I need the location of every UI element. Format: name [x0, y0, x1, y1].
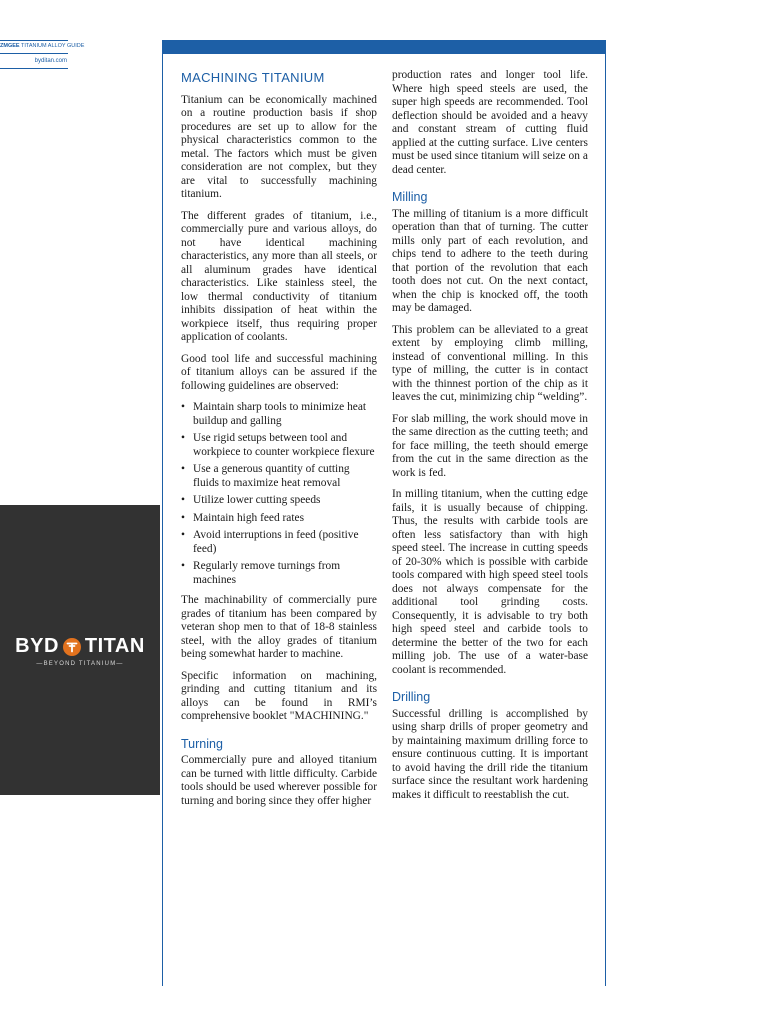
milling-paragraph: This problem can be alleviated to a great extent by employing climb milling, instead of conventional milling. In this type of milling, the cutter is in contact with the thinnest portion of the chip as it leaves the cut, minimizing chip “welding”. — [392, 323, 588, 403]
guideline-list — [181, 401, 377, 587]
logo-tagline: —BEYOND TITANIUM— — [36, 661, 124, 667]
article-column-left — [181, 68, 377, 816]
closing-paragraph: The machinability of commercially pure grades of titanium has been compared by veteran shop men to that of 18-8 stainless steel, with the alloy grades of titanium being somewhat harder to machine. — [181, 594, 377, 660]
turning-heading: Turning — [181, 736, 223, 751]
logo-panel — [0, 505, 160, 795]
milling-paragraph: In milling titanium, when the cutting edge fails, it is usually because of chipping. Thus, the results with carbide tools are often less satisfactory than with high speed steel. The increase in cutting speeds of 20-30% which is possible with carbide tools compared with high speed steel tools does not always compensate for the additional tool grinding costs. Consequently, it is advisable to try both high speed steel and carbide tools to determine the better of the two for each milling job. The use of a water-base coolant is recommended. — [392, 488, 588, 676]
intro-paragraph: Good tool life and successful machining of titanium alloys can be assured if the following guidelines are observed: — [181, 352, 377, 392]
milling-heading: Milling — [392, 190, 428, 204]
milling-paragraph: For slab milling, the work should move in the same direction as the cutting teeth; and for face milling, the teeth should emerge from the cut in the same direction as the work is fed. — [392, 412, 588, 479]
intro-paragraph: Titanium can be economically machined on a routine production basis if shop procedures are set up to allow for the physical characteristics common to the metal. The factors which must be given consideration are not complex, but they are vital to successfully machining titanium. — [181, 93, 377, 200]
list-item: • Maintain high feed rates — [181, 512, 377, 526]
list-item: • Maintain sharp tools to minimize heat buildup and galling — [181, 401, 377, 428]
turning-paragraph: Commercially pure and alloyed titanium can be turned with little difficulty. Carbide tools should be used wherever possible for turning and boring since they offer higher — [181, 754, 377, 807]
logo-text-left: BYD — [15, 635, 59, 657]
page-right-rule — [605, 40, 606, 986]
page-left-rule — [162, 40, 163, 986]
intro-paragraph: The different grades of titanium, i.e., commercially pure and various alloys, do not have identical machining characteristics, any more than all steels, or all aluminum grades have identical characteristics. Like stainless steel, the low thermal conductivity of titanium inhibits dissipation of heat within the workpiece itself, thus requiring proper application of coolants. — [181, 209, 377, 343]
article-column-right — [392, 69, 588, 810]
list-item: • Utilize lower cutting speeds — [181, 494, 377, 508]
brand-logo — [0, 635, 160, 667]
list-item: • Use a generous quantity of cutting fluids to maximize heat removal — [181, 463, 377, 490]
milling-paragraph: The milling of titanium is a more difficult operation than that of turning. The cutter mills only part of each revolution, and chips tend to adhere to the teeth during that portion of the revolution that each tooth does not cut. On the next contact, when the chip is knocked off, the tooth may be damaged. — [392, 207, 588, 314]
closing-paragraph: Specific information on machining, grinding and cutting titanium and its alloys can be found in RMI’s comprehensive booklet "MACHINING." — [181, 669, 377, 722]
series-label — [0, 41, 85, 53]
series-name: TITANIUM ALLOY GUIDE — [19, 43, 85, 49]
drilling-heading: Drilling — [392, 690, 431, 704]
series-code: ZMGEE — [0, 43, 20, 49]
turning-paragraph-continued: production rates and longer tool life. Where high speed steels are used, the super high speeds are recommended. Tool deflection should be avoided and a heavy and constant stream of cutting fluid applied at the cutting surface. Live centers must be used since titanium will seize on a dead center. — [392, 69, 588, 176]
list-item: • Use rigid setups between tool and workpiece to counter workpiece flexure — [181, 432, 377, 459]
article-title: MACHINING TITANIUM — [181, 70, 325, 85]
guide-header — [0, 40, 85, 69]
logo-text-right: TITAN — [84, 635, 145, 657]
list-item: • Regularly remove turnings from machines — [181, 560, 377, 587]
list-item: • Avoid interruptions in feed (positive feed) — [181, 529, 377, 556]
header-rule — [0, 68, 68, 69]
website-link[interactable]: byditan.com — [34, 57, 67, 64]
page-top-band — [162, 40, 606, 54]
titanium-mark-icon — [63, 638, 81, 656]
drilling-paragraph: Successful drilling is accomplished by using sharp drills of proper geometry and by maintaining maximum drilling force to ensure continuous cutting. It is important to avoid having the drill ride the titanium surface since the resultant work hardening makes it difficult to reestablish the cut. — [392, 707, 588, 801]
